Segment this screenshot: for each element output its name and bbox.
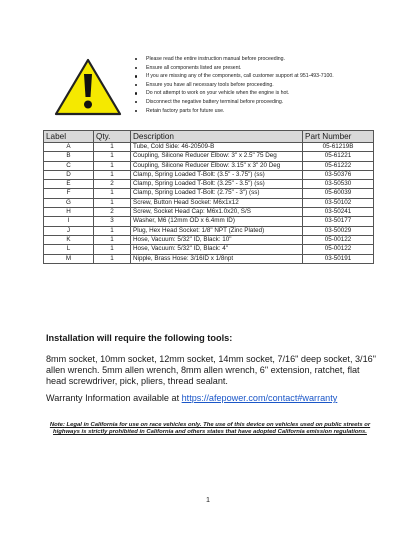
cell-part-number: 05-61221 bbox=[303, 152, 374, 161]
warranty-link[interactable]: https://afepower.com/contact#warranty bbox=[181, 393, 338, 403]
tools-heading: Installation will require the following tools: bbox=[46, 333, 233, 343]
cell-description: Nipple, Brass Hose: 3/16ID x 1/8npt bbox=[131, 254, 303, 263]
cell-description: Coupling, Silicone Reducer Elbow: 3.15" x 3" 20 Deg bbox=[131, 161, 303, 170]
table-row bbox=[44, 152, 374, 161]
cell-part-number: 03-50241 bbox=[303, 208, 374, 217]
cell-qty: 1 bbox=[94, 170, 131, 179]
cell-qty: 1 bbox=[94, 235, 131, 244]
table-row bbox=[44, 198, 374, 207]
warning-item: Do not attempt to work on your vehicle when the engine is hot. bbox=[133, 89, 403, 98]
cell-part-number: 03-50376 bbox=[303, 170, 374, 179]
cell-label: C bbox=[44, 161, 94, 170]
page-number: 1 bbox=[206, 495, 210, 504]
cell-part-number: 05-61219B bbox=[303, 143, 374, 152]
cell-label: F bbox=[44, 189, 94, 198]
cell-description: Coupling, Silicone Reducer Elbow: 3" x 2.5" 75 Deg bbox=[131, 152, 303, 161]
cell-qty: 1 bbox=[94, 152, 131, 161]
cell-label: L bbox=[44, 245, 94, 254]
cell-label: H bbox=[44, 208, 94, 217]
warning-item: Disconnect the negative battery terminal before proceeding. bbox=[133, 98, 403, 107]
cell-part-number: 05-60039 bbox=[303, 189, 374, 198]
cell-label: E bbox=[44, 180, 94, 189]
cell-label: D bbox=[44, 170, 94, 179]
cell-description: Tube, Cold Side: 46-20509-B bbox=[131, 143, 303, 152]
cell-label: K bbox=[44, 235, 94, 244]
parts-table bbox=[43, 130, 374, 264]
table-row bbox=[44, 226, 374, 235]
column-header-qty: Qty. bbox=[94, 131, 131, 143]
table-row bbox=[44, 235, 374, 244]
cell-qty: 3 bbox=[94, 217, 131, 226]
table-row bbox=[44, 254, 374, 263]
cell-qty: 1 bbox=[94, 226, 131, 235]
table-row bbox=[44, 170, 374, 179]
cell-description: Washer, M6 (12mm OD x 6.4mm ID) bbox=[131, 217, 303, 226]
cell-part-number: 05-00122 bbox=[303, 235, 374, 244]
warranty-info bbox=[46, 393, 337, 403]
cell-qty: 2 bbox=[94, 208, 131, 217]
cell-qty: 1 bbox=[94, 254, 131, 263]
warning-item: Please read the entire instruction manual before proceeding. bbox=[133, 55, 403, 64]
cell-label: A bbox=[44, 143, 94, 152]
table-row bbox=[44, 217, 374, 226]
warning-triangle-icon bbox=[53, 57, 123, 117]
warning-item: Retain factory parts for future use. bbox=[133, 107, 403, 116]
column-header-part-number: Part Number bbox=[303, 131, 374, 143]
legal-note bbox=[48, 422, 372, 437]
cell-qty: 1 bbox=[94, 198, 131, 207]
cell-part-number: 03-50177 bbox=[303, 217, 374, 226]
warranty-prefix: Warranty Information available at bbox=[46, 393, 182, 403]
table-header-row bbox=[44, 131, 374, 143]
warning-item: If you are missing any of the components, call customer support at 951-493-7100. bbox=[133, 72, 403, 81]
table-row bbox=[44, 143, 374, 152]
cell-part-number: 05-61222 bbox=[303, 161, 374, 170]
safety-warning-list bbox=[133, 55, 403, 115]
parts-table-body bbox=[44, 143, 374, 264]
cell-label: I bbox=[44, 217, 94, 226]
cell-part-number: 03-50191 bbox=[303, 254, 374, 263]
cell-label: G bbox=[44, 198, 94, 207]
column-header-description: Description bbox=[131, 131, 303, 143]
tools-list: 8mm socket, 10mm socket, 12mm socket, 14mm socket, 7/16" deep socket, 3/16" allen wrench. 5mm allen wrench, 8mm allen wrench, 6" extension, ratchet, flat head screwdriver, pick, pliers, thread sealant. bbox=[46, 354, 376, 387]
legal-note-label: Note: bbox=[49, 422, 65, 428]
cell-description: Screw, Socket Head Cap: M6x1.0x20, S/S bbox=[131, 208, 303, 217]
cell-qty: 1 bbox=[94, 143, 131, 152]
cell-qty: 1 bbox=[94, 245, 131, 254]
table-row bbox=[44, 245, 374, 254]
cell-description: Clamp, Spring Loaded T-Bolt: (3.25" - 3.5") (ss) bbox=[131, 180, 303, 189]
cell-label: J bbox=[44, 226, 94, 235]
legal-note-text: Legal in California for use on race vehicles only. The use of this device on vehicles used on public streets or highways is strictly prohibited in California and others states that have adopted California emission regulations. bbox=[53, 422, 371, 436]
warning-item: Ensure all components listed are present. bbox=[133, 64, 403, 73]
table-row bbox=[44, 161, 374, 170]
table-row bbox=[44, 180, 374, 189]
cell-label: M bbox=[44, 254, 94, 263]
cell-description: Clamp, Spring Loaded T-Bolt: (3.5" - 3.75") (ss) bbox=[131, 170, 303, 179]
cell-qty: 1 bbox=[94, 189, 131, 198]
cell-description: Hose, Vacuum: 5/32" ID, Black: 4" bbox=[131, 245, 303, 254]
cell-label: B bbox=[44, 152, 94, 161]
cell-part-number: 03-50530 bbox=[303, 180, 374, 189]
cell-qty: 1 bbox=[94, 161, 131, 170]
cell-part-number: 03-50102 bbox=[303, 198, 374, 207]
cell-part-number: 03-50029 bbox=[303, 226, 374, 235]
warning-item: Ensure you have all necessary tools before proceeding. bbox=[133, 81, 403, 90]
cell-description: Clamp, Spring Loaded T-Bolt: (2.75" - 3") (ss) bbox=[131, 189, 303, 198]
column-header-label: Label bbox=[44, 131, 94, 143]
table-row bbox=[44, 189, 374, 198]
cell-description: Hose, Vacuum: 5/32" ID, Black: 10" bbox=[131, 235, 303, 244]
table-row bbox=[44, 208, 374, 217]
cell-description: Plug, Hex Head Socket: 1/8" NPT (Zinc Plated) bbox=[131, 226, 303, 235]
cell-description: Screw, Button Head Socket: M6x1x12 bbox=[131, 198, 303, 207]
cell-part-number: 05-00122 bbox=[303, 245, 374, 254]
cell-qty: 2 bbox=[94, 180, 131, 189]
